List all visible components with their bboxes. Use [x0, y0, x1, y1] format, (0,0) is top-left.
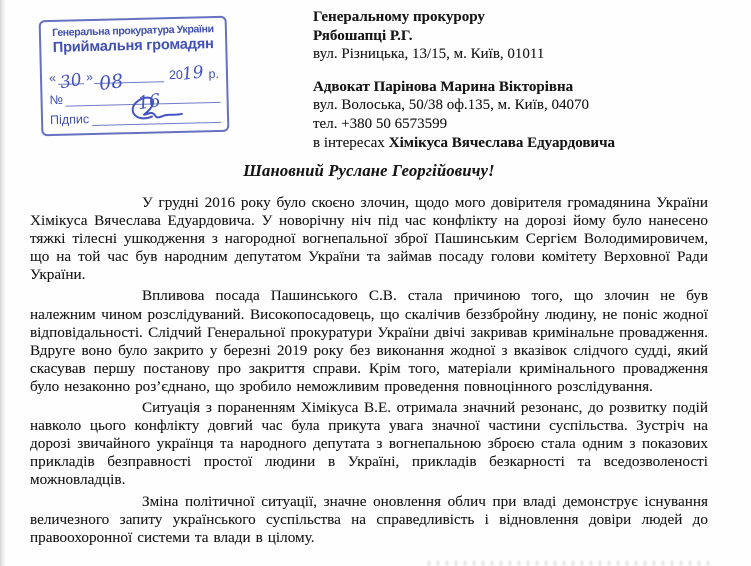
salutation: Шановний Руслане Георгійовичу! [243, 161, 495, 180]
stamp-date-day: 30 [58, 69, 84, 94]
stamp-number-blank [66, 87, 221, 115]
stamp-reception-label: Приймальня громадян [52, 36, 214, 56]
stamp-year-prefix: 20 [168, 67, 184, 83]
interest-prefix: в інтересах [313, 134, 385, 151]
stamp-quote-close: » [85, 70, 94, 85]
sender-block [313, 78, 733, 152]
stamp-date-suffix: р. [208, 66, 220, 82]
stamp-month-blank [94, 66, 164, 96]
stamp-number-label: № [49, 92, 64, 108]
scan-edge-shadow [0, 0, 6, 566]
sender-name: Адвокат Парінова Марина Вікторівна [313, 78, 574, 95]
stamp-day-blank [58, 68, 84, 94]
stamp-date-month: 08 [97, 70, 125, 96]
recipient-block [313, 8, 733, 64]
interest-client-name: Хімікуса Вячеслава Едуардовича [388, 134, 616, 151]
stamp-number-value: 16 [136, 90, 163, 115]
stamp-signature-row [49, 107, 221, 127]
recipient-title: Генеральному прокурору [313, 9, 485, 25]
body-paragraph: Впливова посада Пашинського С.В. стала причиною того, що злочин не був належним чином розслідуваний. Високопосадовець, що скалічив беззбройну людину, не поніс жодної відповідальності. Слідчий Генеральної прокуратури України двічі закривав кримінальне провадження. Вдруге воно було закрито у березні 2019 року без виконання жодної з вказівок слідчого судді, який скасував першу постанову про закриття справи. Крім того, матеріали кримінального провадження було незаконно роз’єднано, що зробило неможливим проведення повноцінного розслідування. [30, 287, 708, 395]
cutoff-next-line-artifact [428, 561, 716, 566]
letter-body [30, 194, 708, 550]
stamp-signature-label: Підпис [49, 112, 90, 128]
stamp-org-name: Генеральна прокуратура України [52, 23, 214, 39]
stamp-quote-open: « [48, 70, 57, 86]
body-paragraph: Зміна політичної ситуації, значне оновлення облич при владі демонструє існування величезного запиту українського суспільства на справедливість і відновлення довіри людей до правоохоронної системи та влади в цілому. [30, 492, 708, 546]
official-stamp [39, 16, 230, 137]
stamp-date-year: 19 [180, 62, 205, 85]
sender-interest-line [313, 134, 733, 153]
body-paragraph: У грудні 2016 року було скоєно злочин, щодо мого довірителя громадянина України Хімікуса Вячеслава Едуардовича. У новорічну ніч під час конфлікту на дорозі йому було нанесено тяжкі тілесні ушкодження з нагородної вогнепальної зброї Пашинським Сергієм Володимировичем, що на той час був народним депутатом України та займав посаду голови комітету Верховної Ради України. [30, 194, 708, 284]
address-block [313, 8, 733, 152]
sender-address: вул. Волоська, 50/38 оф.135, м. Київ, 04070 [313, 97, 589, 114]
recipient-address: вул. Різницька, 13/15, м. Київ, 01011 [313, 46, 545, 63]
sender-phone: тел. +380 50 6573599 [313, 115, 448, 132]
body-paragraph: Ситуація з пораненням Хімікуса В.Е. отримала значний резонанс, до розвитку подій навколо цього конфлікту довгий час була прикута увага значної частини суспільства. Зустріч на дорозі звичайного українця та народного депутата з вогнепальною зброєю стала одним з показових прикладів безправності простої людини в Україні, прикладів безкарності та вседозволеності можновладців. [30, 399, 708, 489]
recipient-name: Рябошапці Р.Г. [313, 27, 413, 44]
stamp-date-row [48, 61, 220, 96]
